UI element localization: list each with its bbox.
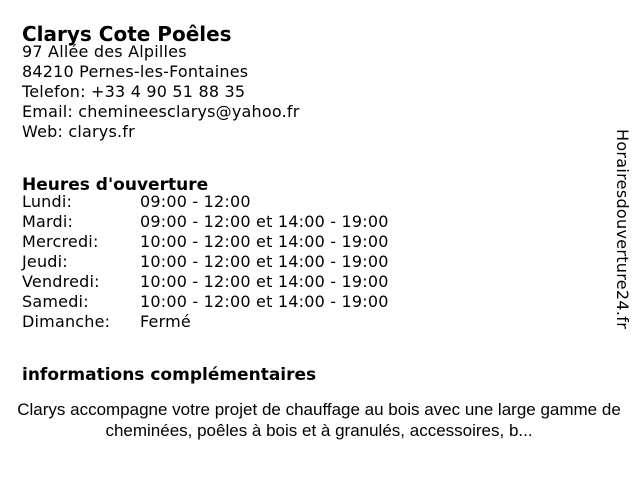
additional-info-text: Clarys accompagne votre projet de chauffage au bois avec une large gamme de cheminées, poêles à bois et à granulés, accessoires, b... [17, 400, 621, 440]
hours-value: Fermé [140, 312, 191, 331]
hours-value: 09:00 - 12:00 [140, 192, 251, 211]
contact-block [22, 42, 300, 142]
hours-value: 10:00 - 12:00 et 14:00 - 19:00 [140, 292, 389, 311]
web-value: clarys.fr [68, 122, 135, 141]
phone-value: +33 4 90 51 88 35 [91, 82, 246, 101]
hours-row [22, 292, 389, 312]
phone-label: Telefon: [22, 82, 86, 101]
hours-value: 10:00 - 12:00 et 14:00 - 19:00 [140, 272, 389, 291]
hours-value: 10:00 - 12:00 et 14:00 - 19:00 [140, 232, 389, 251]
web-line [22, 122, 300, 142]
hours-row [22, 192, 389, 212]
web-label: Web: [22, 122, 64, 141]
email-value: chemineesclarys@yahoo.fr [78, 102, 300, 121]
opening-hours-heading: Heures d'ouverture [22, 175, 209, 196]
day-label: Jeudi: [22, 252, 68, 271]
hours-row [22, 312, 389, 332]
address-line-2: 84210 Pernes-les-Fontaines [22, 62, 249, 81]
hours-value: 09:00 - 12:00 et 14:00 - 19:00 [140, 212, 389, 231]
hours-row [22, 272, 389, 292]
day-label: Dimanche: [22, 312, 111, 331]
day-label: Mercredi: [22, 232, 99, 251]
email-label: Email: [22, 102, 73, 121]
hours-row [22, 252, 389, 272]
additional-info-heading: informations complémentaires [22, 365, 317, 386]
watermark-site-name: Horairesdouverture24.fr [613, 129, 632, 330]
day-label: Samedi: [22, 292, 89, 311]
day-label: Mardi: [22, 212, 74, 231]
email-line [22, 102, 300, 122]
address-line-1: 97 Allée des Alpilles [22, 42, 187, 61]
day-label: Lundi: [22, 192, 73, 211]
business-name: Clarys Cote Poêles [22, 22, 232, 47]
hours-row [22, 232, 389, 252]
opening-hours-table [22, 192, 389, 332]
day-label: Vendredi: [22, 272, 100, 291]
hours-value: 10:00 - 12:00 et 14:00 - 19:00 [140, 252, 389, 271]
phone-line [22, 82, 300, 102]
hours-row [22, 212, 389, 232]
